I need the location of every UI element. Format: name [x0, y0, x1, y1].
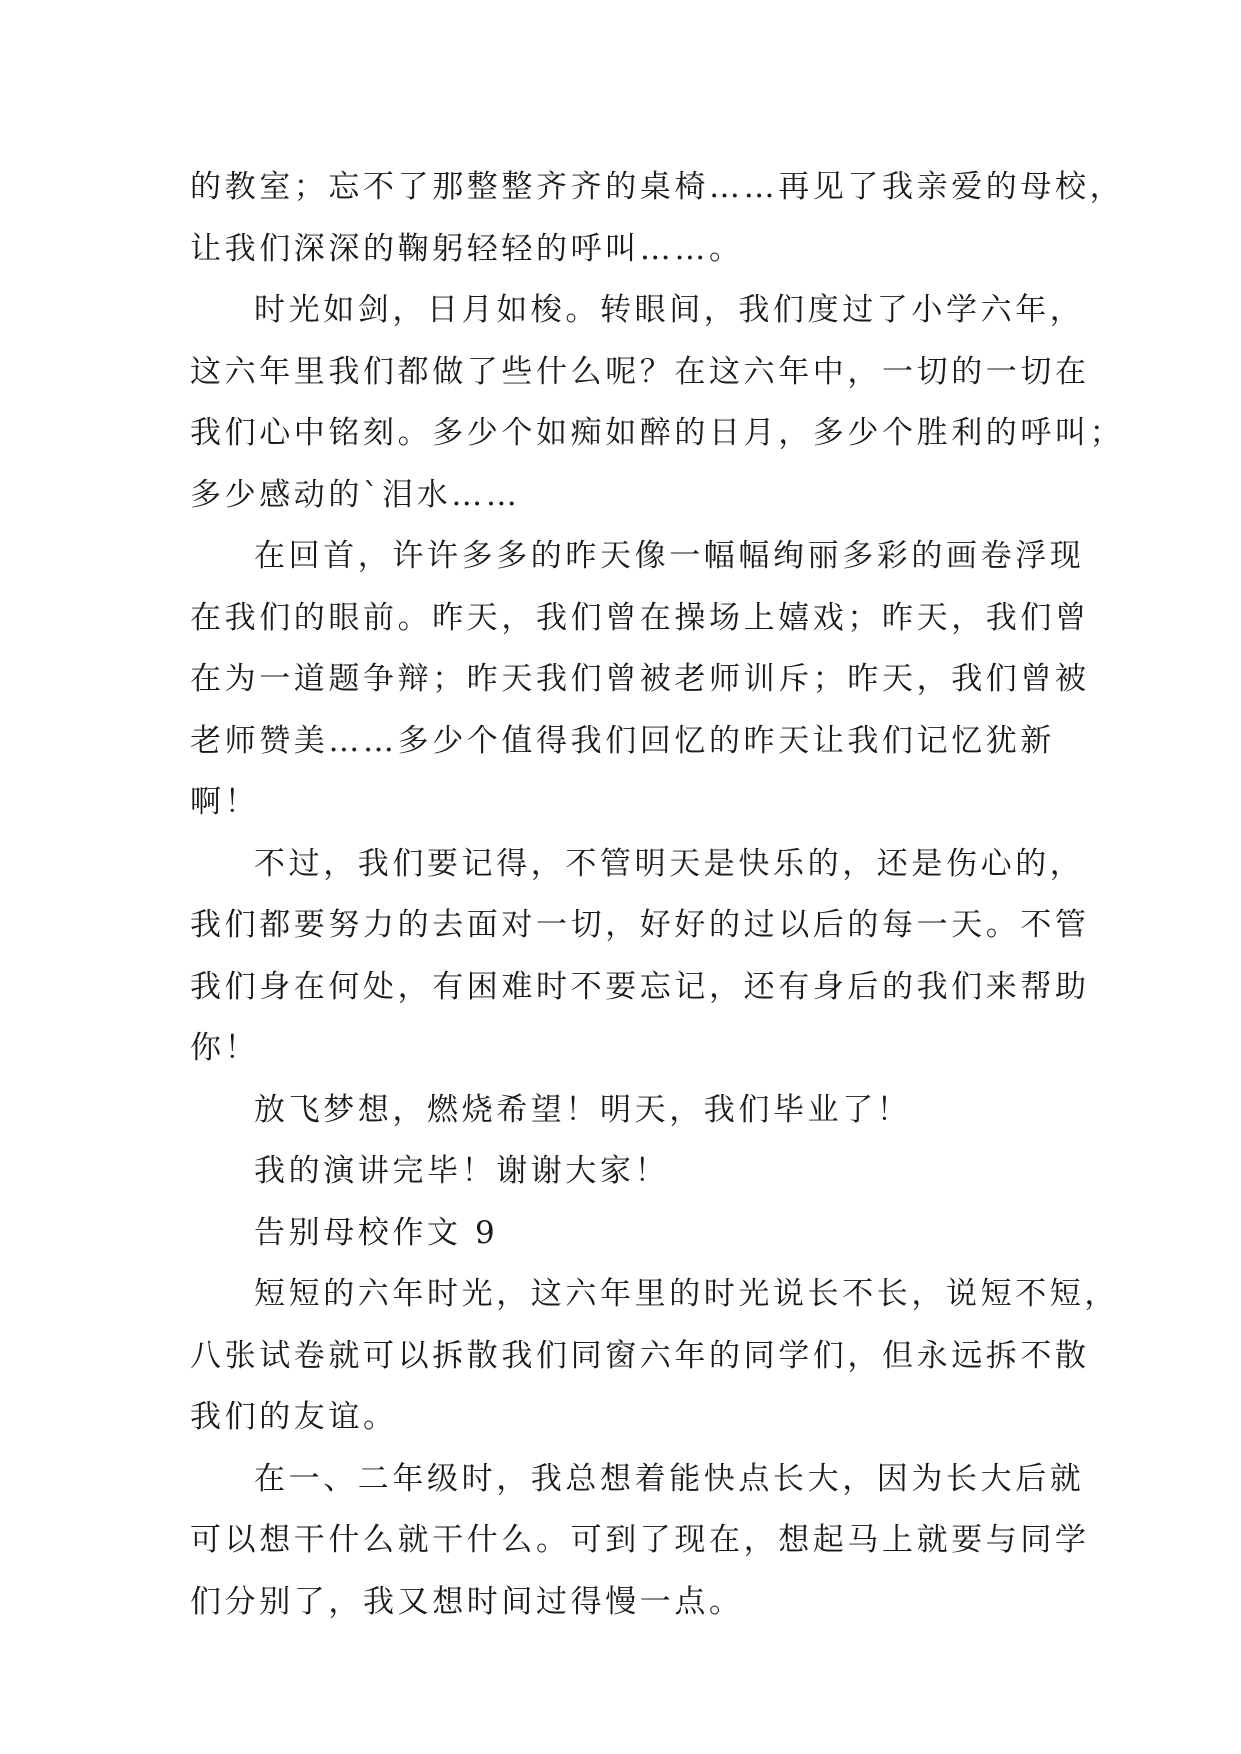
text-line: 放飞梦想，燃烧希望！明天，我们毕业了！	[254, 1091, 912, 1128]
heading-line: 告别母校作文 9	[254, 1214, 499, 1251]
text-line: 时光如剑，日月如梭。转眼间，我们度过了小学六年，	[254, 292, 1085, 328]
text-line: 你！	[190, 1030, 260, 1066]
paragraph	[190, 526, 1090, 834]
text-line: 啊！	[190, 784, 260, 820]
text-line: 老师赞美……多少个值得我们回忆的昨天让我们记忆犹新	[190, 722, 1055, 759]
text-line: 我的演讲完毕！谢谢大家！	[254, 1153, 670, 1189]
text-line: 八张试卷就可以拆散我们同窗六年的同学们，但永远拆不散	[190, 1337, 1090, 1374]
paragraph	[190, 834, 1090, 1080]
paragraph	[190, 1449, 1090, 1634]
text-line: 的教室；忘不了那整整齐齐的桌椅……再见了我亲爱的母校，	[190, 169, 1125, 205]
text-line: 多少感动的`泪水……	[190, 476, 521, 513]
paragraph	[190, 280, 1125, 526]
text-line: 我们身在何处，有困难时不要忘记，还有身后的我们来帮助	[190, 968, 1090, 1005]
text-line: 让我们深深的鞠躬轻轻的呼叫……。	[190, 230, 744, 267]
paragraph	[190, 1141, 1070, 1203]
text-line: 不过，我们要记得，不管明天是快乐的，还是伤心的，	[254, 845, 1085, 882]
text-line: 这六年里我们都做了些什么呢？在这六年中，一切的一切在	[190, 353, 1090, 390]
paragraph	[190, 1264, 1119, 1449]
text-line: 们分别了，我又想时间过得慢一点。	[190, 1583, 744, 1620]
text-line: 我们的友谊。	[190, 1399, 398, 1435]
document-body	[190, 157, 1125, 1633]
text-line: 可以想干什么就干什么。可到了现在，想起马上就要与同学	[190, 1522, 1090, 1558]
section-heading	[190, 1203, 1070, 1265]
text-line: 我们心中铭刻。多少个如痴如醉的日月，多少个胜利的呼叫；	[190, 415, 1125, 451]
text-line: 在为一道题争辩；昨天我们曾被老师训斥；昨天，我们曾被	[190, 661, 1090, 697]
paragraph	[190, 1080, 1070, 1142]
text-line: 在回首，许许多多的昨天像一幅幅绚丽多彩的画卷浮现	[254, 538, 1085, 574]
text-line: 短短的六年时光，这六年里的时光说长不长，说短不短，	[254, 1276, 1119, 1312]
text-line: 我们都要努力的去面对一切，好好的过以后的每一天。不管	[190, 907, 1090, 943]
text-line: 在我们的眼前。昨天，我们曾在操场上嬉戏；昨天，我们曾	[190, 599, 1090, 636]
text-line: 在一、二年级时，我总想着能快点长大，因为长大后就	[254, 1460, 1085, 1497]
paragraph	[190, 157, 1125, 280]
